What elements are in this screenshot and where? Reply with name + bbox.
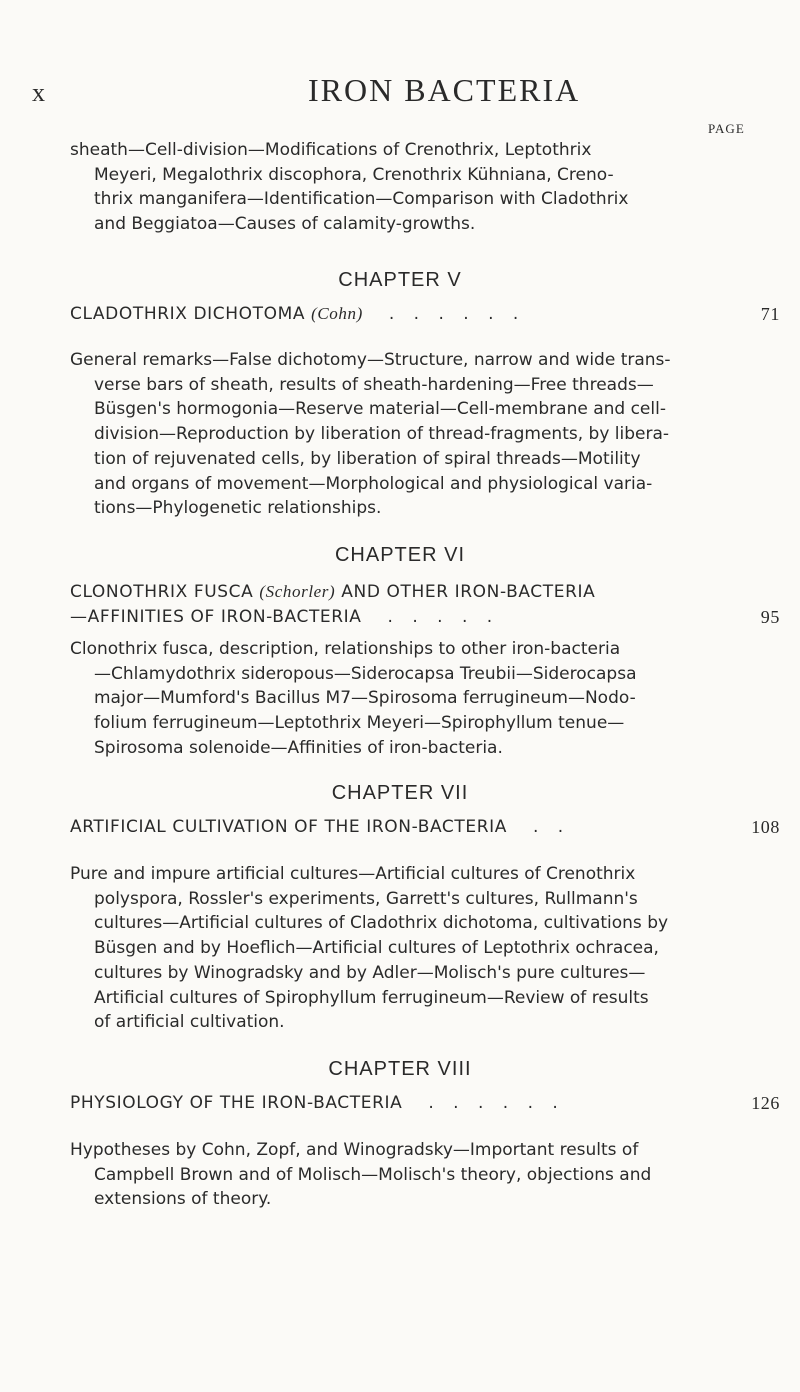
chapter-heading: CHAPTER VII [331, 782, 469, 804]
toc-entry-title [70, 605, 780, 630]
summary-line: thrix manganifera—Identification—Comparison with Cladothrix [94, 189, 629, 210]
page-number: 71 [760, 304, 780, 324]
chapter-summary [70, 1138, 776, 1212]
toc-entry [70, 1091, 780, 1116]
leader-dots: . . . . . . [428, 1093, 565, 1113]
summary-line: General remarks—False dichotomy—Structure, narrow and wide trans- [70, 350, 671, 370]
entry-title: CLONOTHRIX FUSCA [70, 582, 254, 602]
toc-entry [70, 815, 780, 840]
page-number: 95 [760, 607, 780, 627]
summary-line: Spirosoma solenoide—Affinities of iron-bacteria. [94, 737, 503, 758]
entry-title: CLADOTHRIX DICHOTOMA [70, 304, 306, 324]
summary-line: Meyeri, Megalothrix discophora, Crenothrix Kühniana, Creno- [94, 164, 614, 185]
summary-line: verse bars of sheath, results of sheath-hardening—Free threads— [94, 374, 654, 395]
summary-line: Clonothrix fusca, description, relationships to other iron-bacteria [70, 639, 621, 659]
running-head [0, 72, 800, 112]
toc-entry-title [70, 1091, 780, 1116]
running-title: IRON BACTERIA [308, 72, 581, 108]
chapter-summary [70, 637, 776, 761]
toc-entry [70, 580, 780, 630]
summary-line: and organs of movement—Morphological and physiological varia- [94, 473, 653, 494]
toc-entry-title [70, 580, 780, 605]
entry-author: (Cohn) [311, 304, 363, 323]
leader-dots: . . [532, 817, 571, 837]
summary-line: extensions of theory. [94, 1189, 272, 1210]
toc-entry [70, 302, 780, 327]
toc-entry-title [70, 815, 780, 840]
page-number: 108 [751, 817, 780, 837]
entry-author: (Schorler) [259, 582, 336, 601]
chapter-heading: CHAPTER VI [334, 544, 466, 566]
summary-line: sheath—Cell-division—Modifications of Crenothrix, Leptothrix [70, 140, 592, 160]
entry-title: AND OTHER IRON-BACTERIA [341, 582, 596, 602]
page-folio: x [32, 78, 46, 107]
leader-dots: . . . . . [387, 607, 500, 627]
summary-line: major—Mumford's Bacillus M7—Spirosoma ferrugineum—Nodo- [94, 688, 636, 709]
summary-line: Campbell Brown and of Molisch—Molisch's theory, objections and [94, 1164, 652, 1185]
entry-title: PHYSIOLOGY OF THE IRON-BACTERIA [70, 1093, 403, 1113]
page-number: 126 [751, 1093, 780, 1113]
summary-line: division—Reproduction by liberation of thread-fragments, by libera- [94, 424, 670, 445]
chapter-summary [70, 348, 776, 521]
summary-line: tions—Phylogenetic relationships. [94, 498, 382, 519]
toc-entry-title [70, 302, 780, 327]
chapter-heading: CHAPTER VIII [328, 1058, 472, 1080]
summary-line: Büsgen's hormogonia—Reserve material—Cell-membrane and cell- [94, 399, 666, 420]
summary-line: of artificial cultivation. [94, 1012, 285, 1033]
entry-title: ARTIFICIAL CULTIVATION OF THE IRON-BACTERIA [70, 817, 507, 837]
summary-line: —Chlamydothrix sideropous—Siderocapsa Treubii—Siderocapsa [94, 663, 637, 684]
summary-line: cultures—Artificial cultures of Cladothrix dichotoma, cultivations by [94, 913, 669, 934]
entry-title: —AFFINITIES OF IRON-BACTERIA [70, 607, 362, 627]
summary-line: cultures by Winogradsky and by Adler—Molisch's pure cultures— [94, 962, 646, 983]
summary-line: Büsgen and by Hoeflich—Artificial cultures of Leptothrix ochracea, [94, 938, 659, 959]
summary-line: Pure and impure artificial cultures—Artificial cultures of Crenothrix [70, 864, 636, 884]
summary-line: tion of rejuvenated cells, by liberation of spiral threads—Motility [94, 448, 641, 469]
summary-line: polyspora, Rossler's experiments, Garrett's cultures, Rullmann's [94, 888, 638, 909]
chapter-summary-continued [70, 138, 776, 237]
chapter-heading: CHAPTER V [338, 269, 462, 291]
page-column-label: PAGE [708, 121, 745, 136]
summary-line: Hypotheses by Cohn, Zopf, and Winogradsky—Important results of [70, 1140, 639, 1160]
summary-line: Artificial cultures of Spirophyllum ferrugineum—Review of results [94, 987, 649, 1008]
leader-dots: . . . . . . [388, 304, 526, 324]
summary-line: folium ferrugineum—Leptothrix Meyeri—Spirophyllum tenue— [94, 713, 625, 734]
summary-line: and Beggiatoa—Causes of calamity-growths. [94, 214, 476, 235]
chapter-summary [70, 862, 776, 1035]
